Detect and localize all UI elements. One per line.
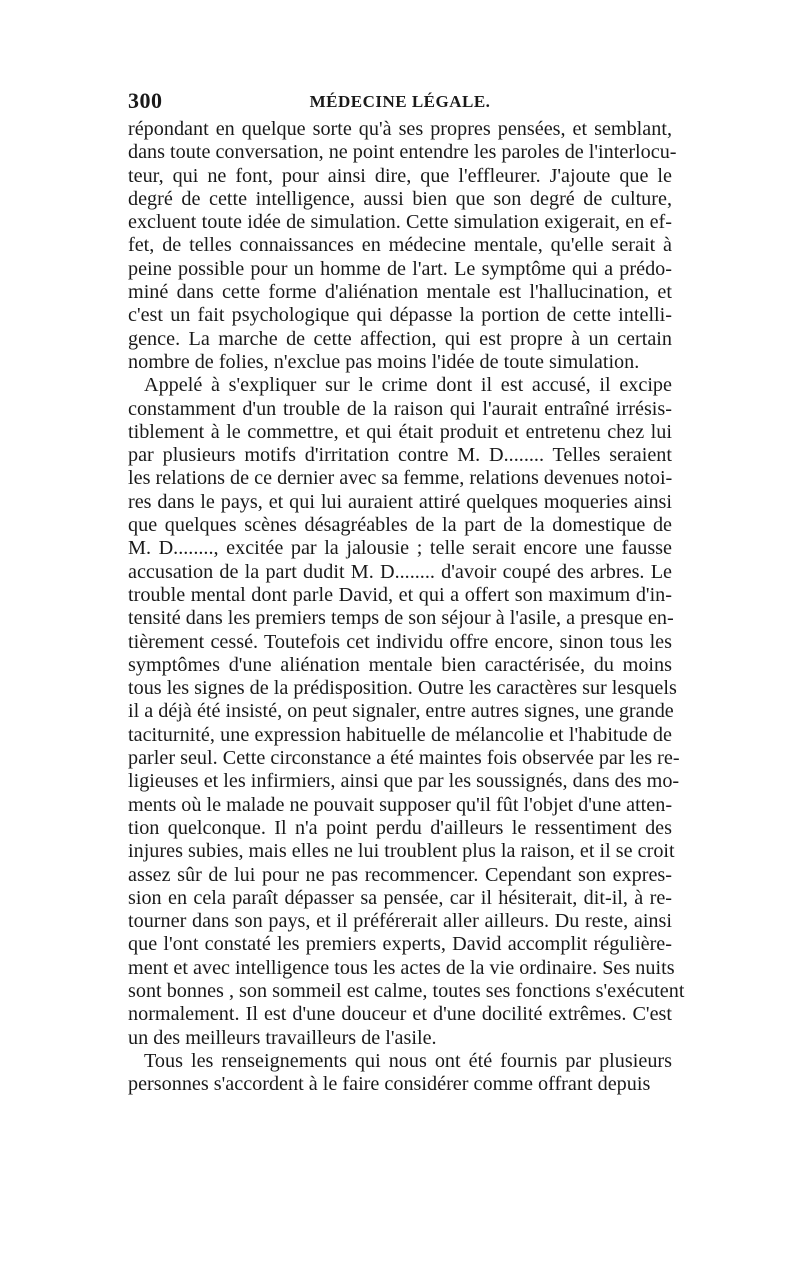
text-line: que l'ont constaté les premiers experts, David accomplit régulière-	[128, 933, 672, 956]
running-header	[128, 88, 672, 118]
body-text	[128, 118, 685, 1096]
text-line: M. D........, excitée par la jalousie ; telle serait encore une fausse	[128, 537, 672, 560]
text-line: gence. La marche de cette affection, qui est propre à un certain	[128, 327, 672, 350]
text-line: sion en cela paraît dépasser sa pensée, car il hésiterait, dit-il, à re-	[128, 886, 672, 909]
text-line: il a déjà été insisté, on peut signaler, entre autres signes, une grande	[128, 700, 674, 723]
text-line: tensité dans les premiers temps de son séjour à l'asile, a presque en-	[128, 607, 674, 630]
text-line: constamment d'un trouble de la raison qui l'aurait entraîné irrésis-	[128, 397, 672, 420]
text-line: sont bonnes , son sommeil est calme, toutes ses fonctions s'exécutent	[128, 979, 685, 1002]
text-line: excluent toute idée de simulation. Cette simulation exigerait, en ef-	[128, 211, 672, 234]
text-line: degré de cette intelligence, aussi bien que son degré de culture,	[128, 187, 672, 210]
text-line: tion quelconque. Il n'a point perdu d'ailleurs le ressentiment des	[128, 816, 672, 839]
text-line: personnes s'accordent à le faire considérer comme offrant depuis	[128, 1073, 651, 1096]
text-line: tous les signes de la prédisposition. Outre les caractères sur lesquels	[128, 677, 677, 700]
text-line: ment et avec intelligence tous les actes de la vie ordinaire. Ses nuits	[128, 956, 675, 979]
text-line: fet, de telles connaissances en médecine mentale, qu'elle serait à	[128, 234, 672, 257]
text-line: peine possible pour un homme de l'art. Le symptôme qui a prédo-	[128, 257, 672, 280]
text-line: symptômes d'une aliénation mentale bien caractérisée, du moins	[128, 653, 672, 676]
text-line: taciturnité, une expression habituelle de mélancolie et l'habitude de	[128, 723, 672, 746]
text-line: Tous les renseignements qui nous ont été fournis par plusieurs	[144, 1049, 672, 1072]
text-line: ligieuses et les infirmiers, ainsi que par les soussignés, dans des mo-	[128, 770, 680, 793]
text-line: parler seul. Cette circonstance a été maintes fois observée par les re-	[128, 747, 680, 770]
text-line: tourner dans son pays, et il préférerait aller ailleurs. Du reste, ainsi	[128, 910, 672, 933]
text-line: Appelé à s'expliquer sur le crime dont il est accusé, il excipe	[144, 374, 672, 397]
text-line: nombre de folies, n'exclue pas moins l'idée de toute simulation.	[128, 350, 640, 373]
text-line: par plusieurs motifs d'irritation contre M. D........ Telles seraient	[128, 444, 672, 467]
text-line: miné dans cette forme d'aliénation mentale est l'hallucination, et	[128, 281, 672, 304]
text-line: que quelques scènes désagréables de la part de la domestique de	[128, 514, 672, 537]
text-line: trouble mental dont parle David, et qui a offert son maximum d'in-	[128, 583, 672, 606]
text-line: répondant en quelque sorte qu'à ses propres pensées, et semblant,	[128, 118, 672, 140]
text-line: tiblement à le commettre, et qui était produit et entretenu chez lui	[128, 420, 672, 443]
book-page	[128, 88, 685, 1096]
text-line: un des meilleurs travailleurs de l'asile.	[128, 1026, 437, 1049]
text-line: les relations de ce dernier avec sa femme, relations devenues notoi-	[128, 467, 673, 490]
text-line: dans toute conversation, ne point entendre les paroles de l'interlocu-	[128, 141, 677, 164]
text-line: tièrement cessé. Toutefois cet individu offre encore, sinon tous les	[128, 630, 672, 653]
text-line: c'est un fait psychologique qui dépasse la portion de cette intelli-	[128, 304, 672, 327]
text-line: ments où le malade ne pouvait supposer qu'il fût l'objet d'une atten-	[128, 793, 673, 816]
text-line: res dans le pays, et qui lui auraient attiré quelques moqueries ainsi	[128, 490, 672, 513]
running-title: MÉDECINE LÉGALE.	[309, 92, 491, 111]
page-number: 300	[128, 88, 163, 113]
text-line: teur, qui ne font, pour ainsi dire, que l'effleurer. J'ajoute que le	[128, 164, 672, 187]
text-line: normalement. Il est d'une douceur et d'une docilité extrêmes. C'est	[128, 1003, 672, 1026]
text-line: accusation de la part dudit M. D........ d'avoir coupé des arbres. Le	[128, 560, 672, 583]
text-line: assez sûr de lui pour ne pas recommencer. Cependant son expres-	[128, 863, 672, 886]
text-line: injures subies, mais elles ne lui troublent plus la raison, et il se croit	[128, 840, 675, 863]
